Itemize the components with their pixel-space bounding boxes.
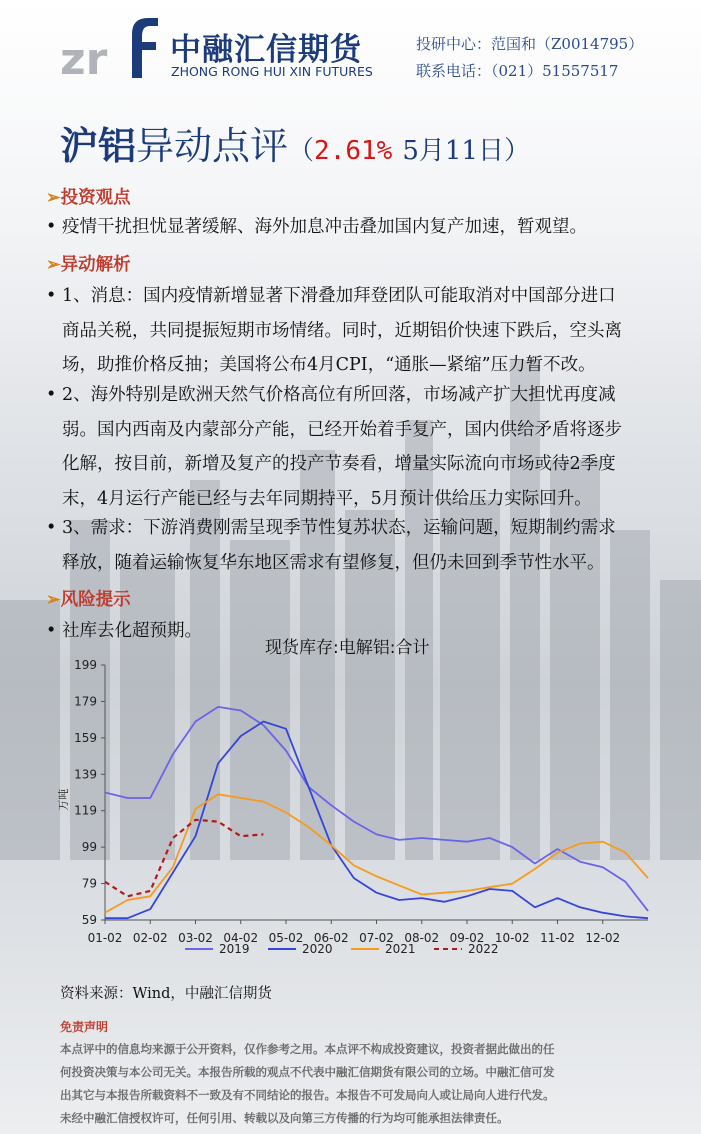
contact-research: 投研中心：范国和（Z0014795） (416, 35, 644, 53)
y-tick-label: 159 (74, 730, 97, 745)
title-date: 5月11日） (402, 136, 530, 166)
disclaimer-line-3: 出其它与本报告所载资料不一致及有不同结论的报告。本报告不可发局向人或让局向人进行代发。 (60, 1088, 555, 1102)
x-tick-label: 01-02 (87, 931, 123, 945)
change-percent: 2.61% (314, 136, 393, 166)
bullet-dot: • (46, 518, 57, 538)
inventory-line-chart (57, 655, 660, 965)
series-line-2019 (105, 707, 648, 911)
section-investment-view: ➢投资观点 (46, 188, 131, 208)
y-axis-label: 万吨 (57, 788, 70, 811)
svg-text:zr: zr (60, 34, 108, 85)
x-tick-label: 07-02 (359, 931, 394, 945)
chart-title: 现货库存:电解铝:合计 (265, 638, 430, 658)
x-tick-label: 10-02 (494, 931, 530, 945)
series-line-2022 (105, 820, 263, 897)
bullet-dot: • (46, 217, 57, 237)
analysis-item-2 (46, 378, 622, 516)
bullet-dot: • (46, 385, 57, 405)
x-tick-label: 08-02 (404, 931, 440, 945)
x-tick-label: 11-02 (540, 931, 575, 945)
view-bullet (46, 210, 587, 245)
arrow-right-icon: ➢ (46, 255, 61, 275)
disclaimer-title: 免责声明 (60, 1020, 109, 1034)
y-tick-label: 139 (74, 767, 97, 782)
y-tick-label: 179 (74, 694, 97, 709)
analysis-2-line-3: 化解，按目前，新增及复产的投产节奏看，增量实际流向市场或待2季度 (62, 454, 616, 474)
analysis-2-line-2: 弱。国内西南及内蒙部分产能，已经开始着手复产，国内供给矛盾将逐步 (62, 419, 622, 440)
page-title (60, 115, 530, 170)
brand-name-en: ZHONG RONG HUI XIN FUTURES (171, 64, 373, 79)
zrf-logo-icon (60, 12, 160, 85)
y-tick-label: 59 (81, 913, 97, 927)
analysis-3-line-1: 3、需求：下游消费刚需呈现季节性复苏状态，运输问题，短期制约需求 (62, 518, 616, 538)
title-product: 沪铝 (60, 124, 137, 168)
brand-name-cn: 中融汇信期货 (170, 32, 362, 68)
contact-phone: 联系电话：（021）51557517 (416, 62, 619, 80)
arrow-right-icon: ➢ (46, 188, 61, 208)
view-text: 疫情干扰担忧显著缓解、海外加息冲击叠加国内复产加速，暂观望。 (62, 217, 587, 237)
analysis-2-line-4: 末，4月运行产能已经与去年同期持平，5月预计供给压力实际回升。 (62, 488, 592, 509)
analysis-3-line-2: 释放，随着运输恢复华东地区需求有望修复，但仍未回到季节性水平。 (62, 552, 605, 573)
x-tick-label: 03-02 (178, 931, 213, 945)
x-tick-label: 05-02 (268, 931, 304, 945)
disclaimer-line-2: 何投资决策与本公司无关。本报告所载的观点不代表中融汇信期货有限公司的立场。中融汇信可发 (60, 1065, 555, 1079)
series-line-2020 (105, 722, 648, 919)
title-topic: 异动点评 (136, 124, 289, 168)
analysis-1-line-1: 1、消息：国内疫情新增显著下滑叠加拜登团队可能取消对中国部分进口 (62, 286, 616, 306)
y-tick-label: 199 (74, 658, 97, 672)
x-tick-label: 09-02 (449, 931, 485, 945)
x-tick-label: 02-02 (132, 931, 168, 945)
disclaimer-line-4: 未经中融汇信授权许可，任何引用、转载以及向第三方传播的行为均可能承担法律责任。 (60, 1111, 509, 1125)
y-tick-label: 119 (74, 803, 97, 818)
y-tick-label: 79 (81, 876, 97, 891)
legend-label-2022: 2022 (468, 942, 499, 956)
legend-label-2019: 2019 (219, 942, 250, 956)
legend-label-2021: 2021 (385, 942, 416, 956)
legend-label-2020: 2020 (302, 942, 333, 956)
disclaimer-text (60, 1038, 660, 1130)
analysis-1-line-3: 场，助推价格反抽；美国将公布4月CPI，“通胀—紧缩”压力暂不改。 (62, 355, 596, 375)
bullet-dot: • (46, 286, 57, 306)
section-analysis: ➢异动解析 (46, 255, 131, 275)
report-header (0, 0, 701, 100)
analysis-item-1 (46, 279, 622, 383)
risk-text: 社库去化超预期。 (62, 621, 202, 641)
risk-bullet (46, 614, 202, 649)
disclaimer-line-1: 本点评中的信息均来源于公开资料，仅作参考之用。本点评不构成投资建议，投资者据此做出的任 (60, 1042, 555, 1056)
title-paren: （ (288, 136, 315, 166)
analysis-item-3 (46, 511, 616, 580)
x-tick-label: 12-02 (585, 931, 621, 945)
section-risk: ➢风险提示 (46, 590, 131, 610)
x-tick-label: 06-02 (313, 931, 349, 945)
data-source: 资料来源：Wind，中融汇信期货 (60, 986, 272, 1002)
analysis-2-line-1: 2、海外特别是欧洲天然气价格高位有所回落，市场减产扩大担忧再度减 (62, 385, 616, 405)
y-tick-label: 99 (81, 840, 97, 855)
x-tick-label: 04-02 (223, 931, 259, 945)
analysis-1-line-2: 商品关税，共同提振短期市场情绪。同时，近期铝价快速下跌后，空头离 (62, 320, 622, 341)
arrow-right-icon: ➢ (46, 590, 61, 610)
bullet-dot: • (46, 621, 57, 641)
